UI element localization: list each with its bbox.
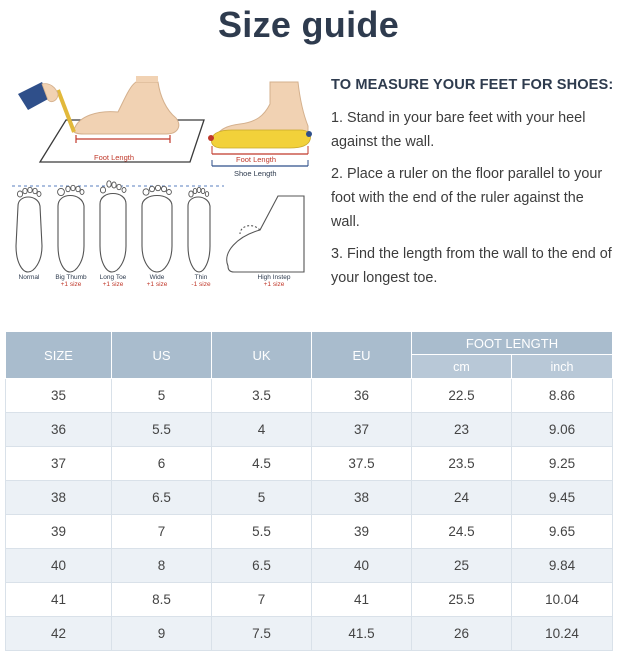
cell-inch: 9.25 [512,447,613,481]
foot-measurement-illustration [8,76,320,308]
cell-size: 39 [6,515,112,549]
cell-eu: 37.5 [312,447,412,481]
instruction-step-1: 1. Stand in your bare feet with your heel against the wall. [331,110,586,150]
cell-cm: 25.5 [412,583,512,617]
cell-us: 8.5 [112,583,212,617]
cell-eu: 37 [312,413,412,447]
shoe-length-label: Shoe Length [234,169,277,178]
cell-uk: 5.5 [212,515,312,549]
foot-length-measure-drawing [18,76,204,162]
cell-uk: 3.5 [212,379,312,413]
cell-eu: 36 [312,379,412,413]
cell-uk: 4 [212,413,312,447]
table-row [6,447,613,481]
shoe-length-measure-drawing [208,82,312,178]
cell-size: 35 [6,379,112,413]
cell-eu: 41.5 [312,617,412,651]
cell-eu: 39 [312,515,412,549]
cell-eu: 41 [312,583,412,617]
foot-type-long-toe: Long Toe +1 size [99,274,127,288]
cell-inch: 9.65 [512,515,613,549]
cell-us: 6 [112,447,212,481]
measure-instructions [331,73,615,298]
table-row [6,481,613,515]
table-row [6,617,613,651]
header-uk: UK [212,332,312,379]
cell-cm: 22.5 [412,379,512,413]
table-row [6,549,613,583]
cell-inch: 10.24 [512,617,613,651]
instructions-heading: TO MEASURE YOUR FEET FOR SHOES: [331,77,614,93]
cell-size: 42 [6,617,112,651]
cell-size: 36 [6,413,112,447]
header-us: US [112,332,212,379]
header-inch: inch [512,355,613,379]
table-row [6,515,613,549]
cell-us: 9 [112,617,212,651]
foot-types-labels [8,274,320,308]
cell-size: 40 [6,549,112,583]
cell-eu: 40 [312,549,412,583]
table-row [6,379,613,413]
cell-uk: 6.5 [212,549,312,583]
cell-us: 7 [112,515,212,549]
cell-us: 8 [112,549,212,583]
table-row [6,413,613,447]
cell-inch: 8.86 [512,379,613,413]
foot-type-normal: Normal [18,274,40,281]
cell-size: 38 [6,481,112,515]
cell-size: 37 [6,447,112,481]
cell-cm: 24 [412,481,512,515]
foot-type-big-thumb: Big Thumb +1 size [55,274,87,288]
cell-cm: 23 [412,413,512,447]
instruction-step-3: 3. Find the length from the wall to the end of your longest toe. [331,246,612,286]
size-table [5,331,613,651]
cell-cm: 24.5 [412,515,512,549]
header-eu: EU [312,332,412,379]
page-title: Size guide [217,4,400,45]
cell-cm: 23.5 [412,447,512,481]
cell-uk: 7.5 [212,617,312,651]
foot-type-wide: Wide +1 size [146,274,168,288]
cell-us: 5.5 [112,413,212,447]
cell-us: 5 [112,379,212,413]
cell-inch: 9.06 [512,413,613,447]
header-size: SIZE [6,332,112,379]
cell-uk: 7 [212,583,312,617]
cell-us: 6.5 [112,481,212,515]
header-foot-length: FOOT LENGTH [412,332,613,355]
cell-inch: 9.84 [512,549,613,583]
cell-uk: 5 [212,481,312,515]
cell-inch: 10.04 [512,583,613,617]
foot-type-thin: Thin -1 size [191,274,211,288]
cell-inch: 9.45 [512,481,613,515]
cell-eu: 38 [312,481,412,515]
foot-length-label-2: Foot Length [236,155,277,164]
foot-types-row [16,194,304,273]
header-cm: cm [412,355,512,379]
cell-size: 41 [6,583,112,617]
foot-type-high-instep: High Instep +1 size [257,274,291,288]
cell-cm: 25 [412,549,512,583]
cell-uk: 4.5 [212,447,312,481]
foot-length-label: Foot Length [94,153,135,162]
instruction-step-2: 2. Place a ruler on the floor parallel to your foot with the end of the ruler against the wall. [331,166,603,230]
table-row [6,583,613,617]
cell-cm: 26 [412,617,512,651]
